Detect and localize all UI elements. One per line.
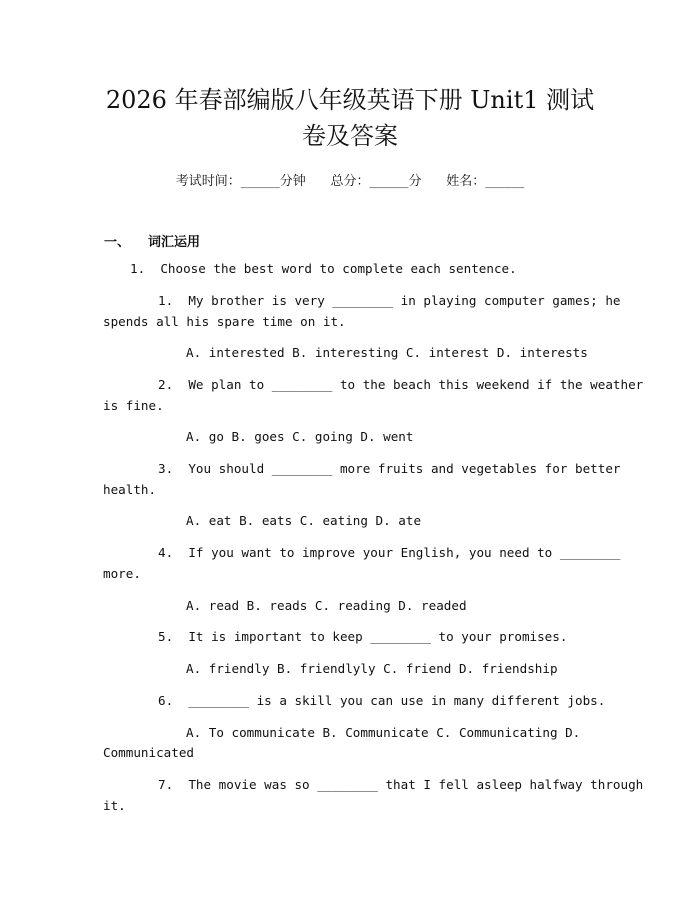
- question-3-line2: health.: [103, 482, 157, 497]
- question-2-line1: 2. We plan to ________ to the beach this weekend if the weather: [158, 377, 644, 392]
- question-7-line1: 7. The movie was so ________ that I fell asleep halfway through: [158, 777, 644, 792]
- question-3-options: A. eat B. eats C. eating D. ate: [186, 513, 422, 528]
- question-4-line2: more.: [103, 566, 141, 581]
- exam-info: 考试时间：______分钟 总分：______分 姓名：______: [175, 174, 525, 189]
- question-1-line1: 1. My brother is very ________ in playing computer games; he: [158, 293, 621, 308]
- question-2-line2: is fine.: [103, 398, 164, 413]
- section-heading: [104, 231, 200, 250]
- question-3-line1: 3. You should ________ more fruits and vegetables for better: [158, 461, 621, 476]
- question-6-options-line2: Communicated: [103, 745, 194, 760]
- section-number: 一、: [104, 235, 131, 250]
- section-title: 词汇运用: [148, 235, 201, 250]
- question-5-line1: 5. It is important to keep ________ to your promises.: [158, 629, 568, 644]
- question-6-options-line1: A. To communicate B. Communicate C. Communicating D.: [186, 725, 581, 740]
- question-7-line2: it.: [103, 798, 126, 813]
- question-1-options: A. interested B. interesting C. interest D. interests: [186, 345, 588, 360]
- document-title-line2: 卷及答案: [302, 122, 398, 150]
- question-5-options: A. friendly B. friendlyly C. friend D. friendship: [186, 661, 558, 676]
- question-2-options: A. go B. goes C. going D. went: [186, 429, 414, 444]
- task-instruction: 1. Choose the best word to complete each sentence.: [130, 261, 517, 276]
- document-title-line1: 2026 年春部编版八年级英语下册 Unit1 测试: [105, 86, 595, 114]
- question-1-line2: spends all his spare time on it.: [103, 314, 346, 329]
- question-4-options: A. read B. reads C. reading D. readed: [186, 598, 467, 613]
- question-4-line1: 4. If you want to improve your English, you need to ________: [158, 545, 621, 560]
- question-6-line1: 6. ________ is a skill you can use in many different jobs.: [158, 693, 606, 708]
